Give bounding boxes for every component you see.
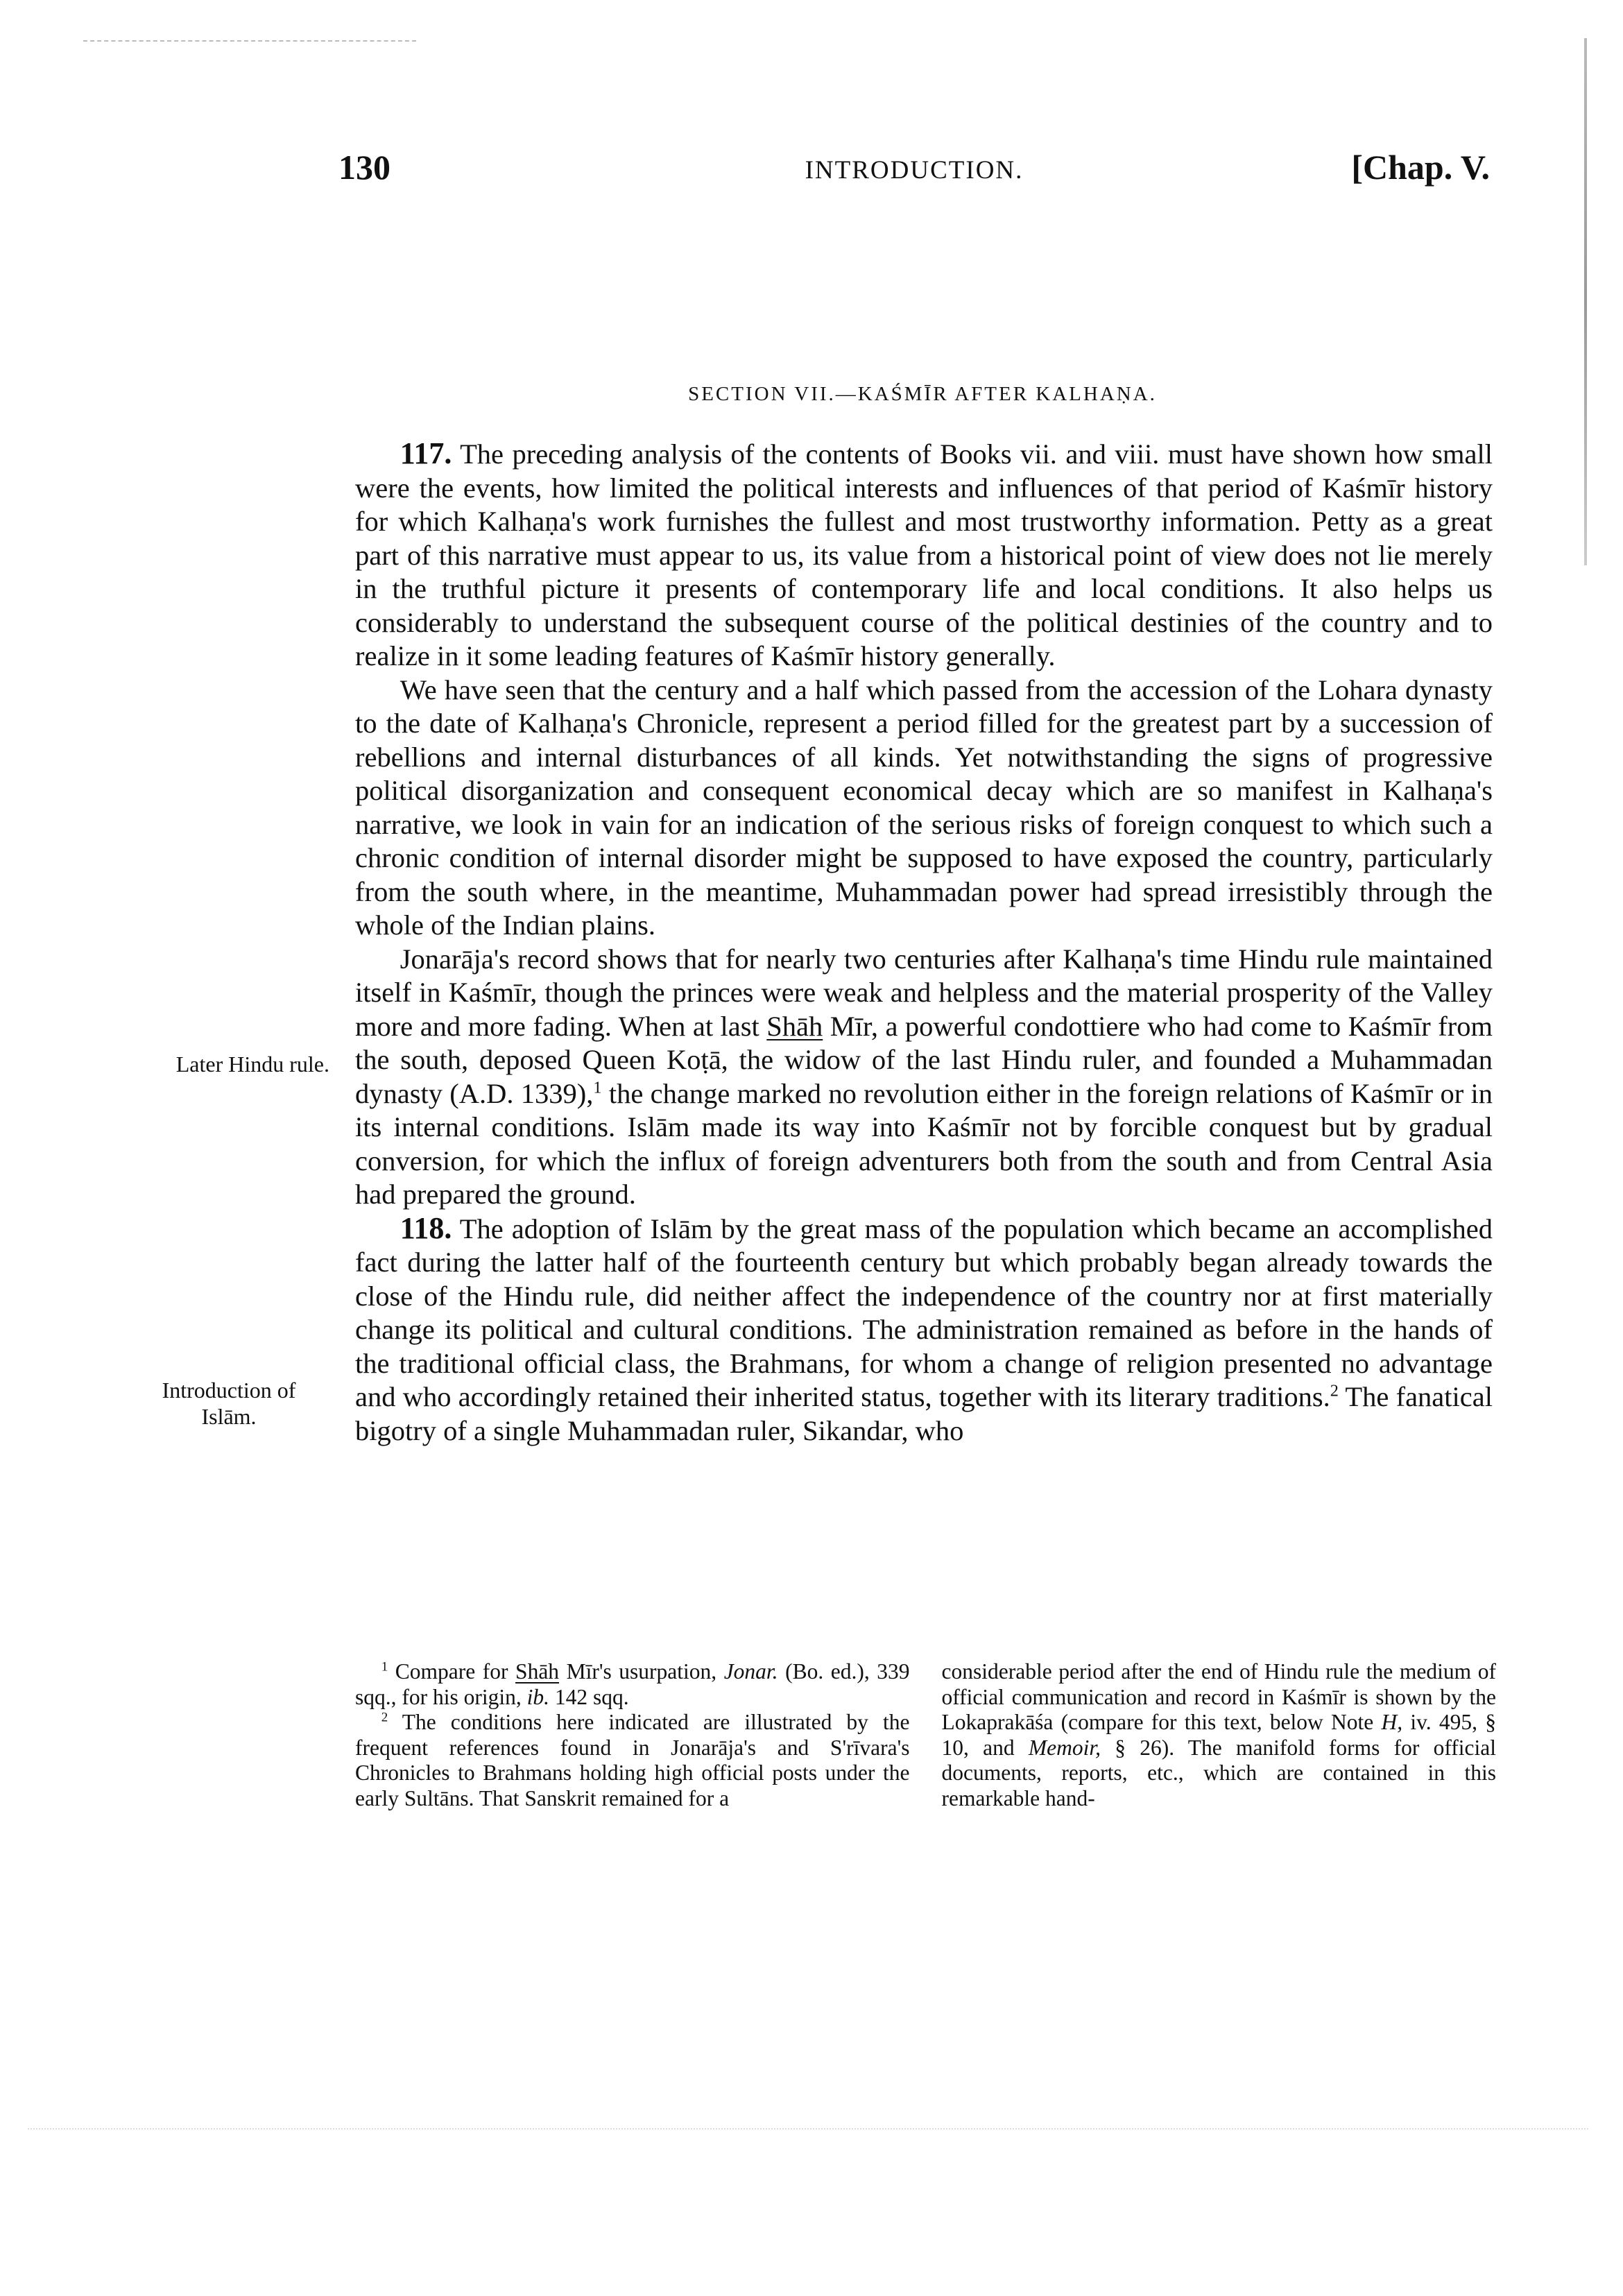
- text-run: (Bo. ed.), 339 sqq., for his origin,: [355, 1659, 910, 1709]
- text-run: Mīr's usurpation,: [559, 1659, 724, 1684]
- footnote-mark: 1: [381, 1659, 388, 1674]
- text-run: the change marked no revolution either in the foreign relations of Kaśmīr or in its internal conditions. Islām made its way into Kaśmīr not by forcible conquest but by gradual conversion, for which the influx of foreign adventurers both from the south and from Central Asia had prepared the ground.: [355, 1077, 1493, 1210]
- scan-artifact-bottom: [28, 2128, 1588, 2130]
- text-run: H,: [1381, 1710, 1403, 1734]
- running-header: [338, 147, 1490, 203]
- margin-note-later-hindu-rule: Later Hindu rule.: [175, 1052, 329, 1077]
- paragraph-number: 117.: [400, 436, 452, 470]
- paragraph-text: The preceding analysis of the contents of Books vii. and viii. must have shown how small were the events, how limited the political interests and influences of that period of Kaśmīr history for which Kalhaṇa's work furnishes the fullest and most trustworthy information. Petty as a great part of this narrative must appear to us, its value from a historical point of view does not lie merely in the truthful picture it presents of contemporary life and local conditions. It also helps us considerably to understand the subsequent course of the political destinies of the country and to realize in it some leading features of Kaśmīr history generally.: [355, 438, 1493, 671]
- paragraph-number: 118.: [400, 1210, 452, 1245]
- paragraph-118: [355, 1212, 1493, 1448]
- text-run: considerable period after the end of Hindu rule the medium of official communication and record in Kaśmīr is shown by the Lokaprakāśa (compare for this text, below Note: [941, 1659, 1496, 1734]
- text-run: Memoir,: [1028, 1735, 1101, 1760]
- text-run: Jonar.: [723, 1659, 778, 1684]
- margin-note-line: Islām.: [201, 1404, 257, 1429]
- footnote-ref: 1: [593, 1078, 602, 1097]
- main-text: [355, 437, 1493, 1448]
- running-title: INTRODUCTION.: [805, 156, 1024, 185]
- text-run: The fanatical bigotry of a single Muhammadan ruler, Sikandar, who: [355, 1381, 1493, 1446]
- footnote-ref: 2: [1330, 1381, 1339, 1400]
- chapter-label: [Chap. V.: [1351, 148, 1490, 187]
- footnote-column-right: [942, 1659, 1497, 1811]
- margin-note-introduction-of-islam: [125, 1377, 333, 1430]
- text-run: Compare for: [388, 1659, 516, 1684]
- footnote-2-continued: [942, 1659, 1497, 1811]
- footnote-2: [355, 1710, 910, 1811]
- paragraph-117: [355, 437, 1493, 674]
- scan-artifact-line: [83, 40, 416, 43]
- footnotes: [355, 1659, 1496, 1811]
- margin-note-line: Introduction of: [162, 1378, 296, 1403]
- text-run: Jonarāja's record shows that for nearly two centuries after Kalhaṇa's time Hindu rule maintained itself in Kaśmīr, though the princes were weak and helpless and the material prosperity of the Valley more and more fading. When at last: [355, 943, 1493, 1042]
- text-run: ib.: [526, 1684, 550, 1709]
- footnote-1: [355, 1659, 910, 1710]
- text-run: Mīr, a powerful condottiere who had come to Kaśmīr from the south, deposed Queen Koṭā, the widow of the last Hindu ruler, and founded a Muhammadan dynasty (: [355, 1010, 1493, 1109]
- text-run: Shāh: [515, 1659, 560, 1684]
- text-run: iv. 495, § 10, and: [941, 1710, 1496, 1760]
- text-run: The adoption of Islām by the great mass of the population which became an accomplished fact during the latter half of the fourteenth century but which probably began already towards the close of the Hindu rule, did neither affect the independence of the country nor at first materially change its political and cultural conditions. The administration remained as before in the hands of the traditional official class, the Brahmans, for whom a change of religion presented no advantage and who accordingly retained their inherited status, together with its literary traditions.: [355, 1213, 1493, 1412]
- text-run: Shāh: [766, 1010, 823, 1042]
- text-run: 1339),: [513, 1077, 594, 1109]
- paragraph: [355, 943, 1493, 1212]
- page-edge-shadow: [1584, 38, 1587, 565]
- page-number: 130: [338, 148, 390, 187]
- footnote-mark: 2: [381, 1710, 388, 1725]
- paragraph: We have seen that the century and a half which passed from the accession of the Lohara dynasty to the date of Kalhaṇa's Chronicle, represent a period filled for the greatest part by a succession of rebellions and internal disturbances of all kinds. Yet notwithstanding the signs of progressive political disorganization and consequent economical decay which are so manifest in Kalhaṇa's narrative, we look in vain for an indication of the serious risks of foreign conquest to which such a chronic condition of internal disorder might be supposed to have exposed the country, particularly from the south where, in the meantime, Muhammadan power had spread irresistibly through the whole of the Indian plains.: [355, 674, 1493, 941]
- text-run: 142 sqq.: [549, 1684, 629, 1709]
- footnote-column-left: [355, 1659, 910, 1811]
- section-title: SECTION VII.—KAŚMĪR AFTER KALHAṆA.: [688, 383, 1157, 405]
- text-run: A.D.: [458, 1077, 514, 1109]
- text-run: The conditions here indicated are illustrated by the frequent references found in Jonarāja's and S'rīvara's Chronicles to Brahmans holding high official posts under the early Sultāns. That Sanskrit remained for a: [355, 1710, 910, 1810]
- text-run: § 26). The manifold forms for official documents, reports, etc., which are contained in this remarkable hand-: [941, 1735, 1496, 1810]
